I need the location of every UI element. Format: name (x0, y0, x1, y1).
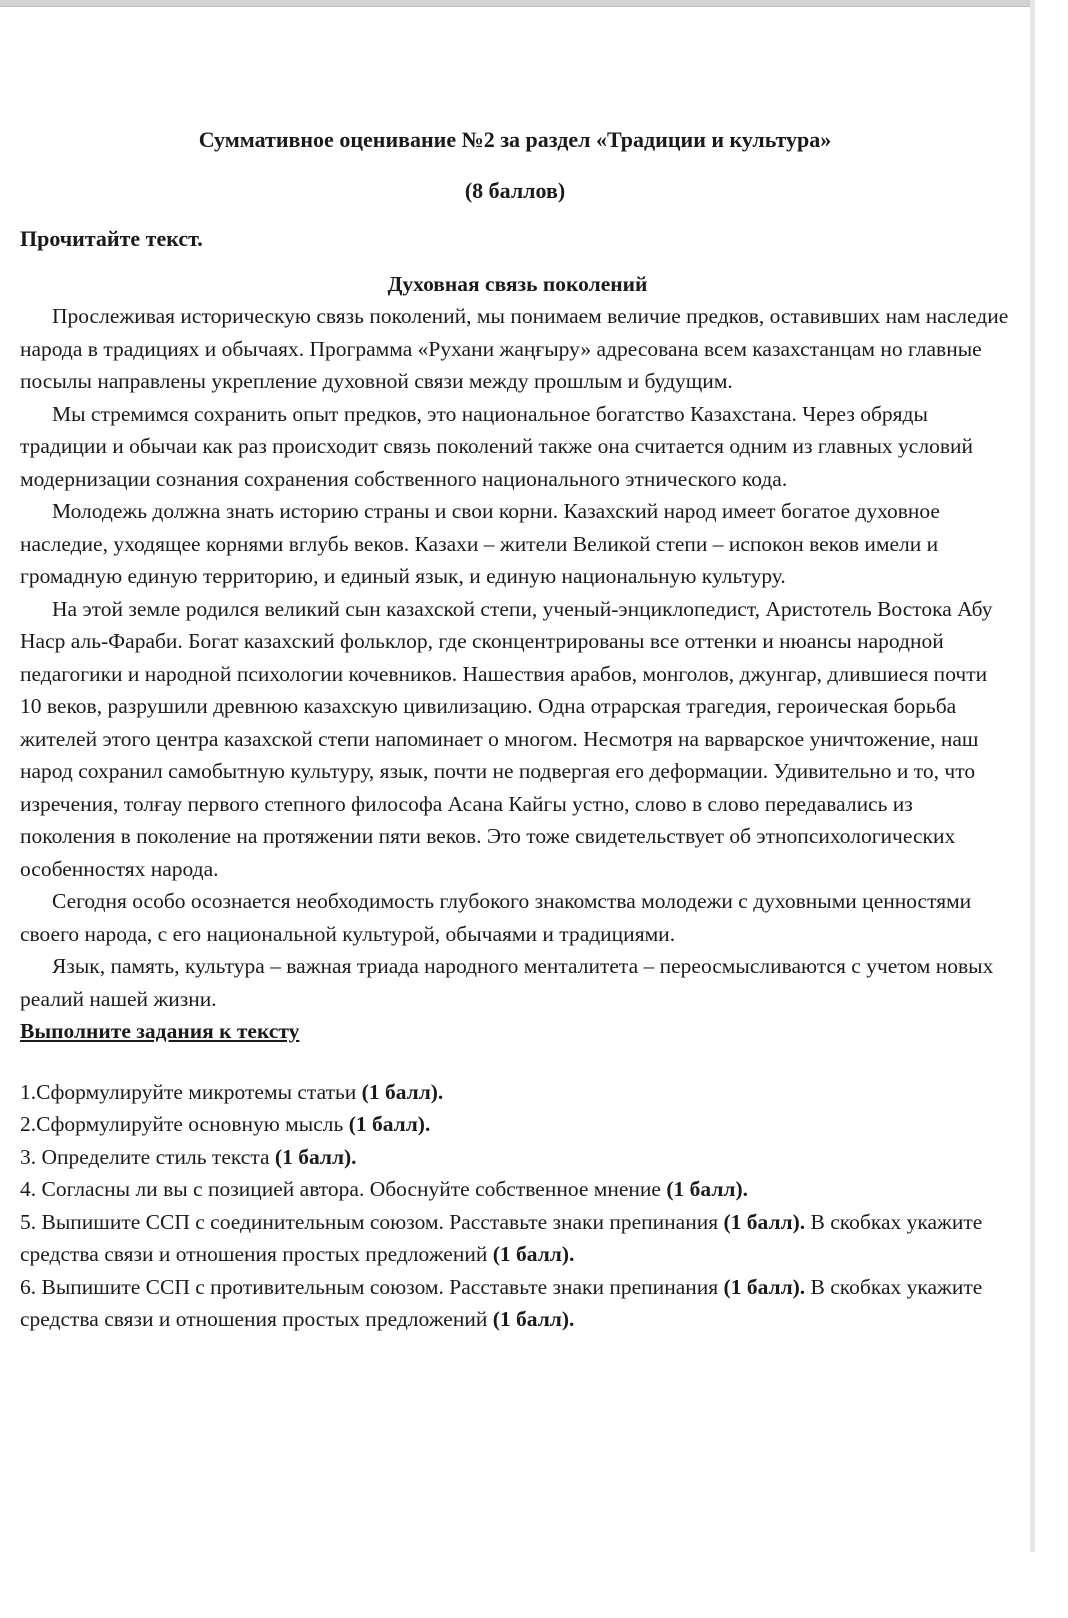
task-text: 6. Выпишите ССП с противительным союзом. Расставьте знаки препинания (20, 1274, 724, 1299)
task-text: 1.Сформулируйте микротемы статьи (20, 1079, 362, 1104)
task-text: 4. Согласны ли вы с позицией автора. Обоснуйте собственное мнение (20, 1177, 667, 1201)
task-text-continued: В скобках укажите средства связи и отношения простых предложений (20, 1209, 983, 1266)
page-right-edge (1030, 0, 1035, 1552)
task-text-continued: В скобках укажите средства связи и отношения простых предложений (20, 1274, 983, 1331)
document-score: (8 баллов) (464, 177, 566, 203)
paragraph-5: Сегодня особо осознается необходимость глубокого знакомства молодежи с духовными ценностями своего народа, с его национальной культурой, обычаями и традициями. (20, 889, 972, 946)
paragraph-4: На этой земле родился великий сын казахской степи, ученый-энциклопедист, Аристотель Востока Абу Наср аль-Фараби. Богат казахский фольклор, где сконцентрированы все оттенки и нюансы народной педагогики и народной психологии кочевников. Нашествия арабов, монголов, джунгар, длившиеся почти 10 веков, разрушили древнюю казахскую цивилизацию. Одна отрарская трагедия, героическая борьба жителей этого центра казахской степи напоминает о многом. Несмотря на варварское уничтожение, наш народ сохранил самобытную культуру, язык, почти не подвергая его деформации. Удивительно и то, что изречения, толғау первого степного философа Асана Кайгы устно, слово в слово передавались из поколения в поколение на протяжении пяти веков. Это тоже свидетельствует об этнопсихологических особенностях народа. (20, 596, 993, 881)
task-item-6 (20, 1271, 1010, 1336)
paragraph-6: Язык, память, культура – важная триада народного менталитета – переосмысливаются с учетом новых реалий нашей жизни. (20, 954, 994, 1011)
paragraph-2: Мы стремимся сохранить опыт предков, это национальное богатство Казахстана. Через обряды традиции и обычаи как раз происходит связь поколений также она считается одним из главных условий модернизации сознания сохранения собственного национального этнического кода. (20, 401, 973, 491)
task-points-second: (1 балл). (492, 1242, 575, 1266)
task-points: (1 балл). (348, 1112, 431, 1136)
task-points: (1 балл). (666, 1177, 748, 1201)
task-item-4 (20, 1173, 1010, 1206)
task-points: (1 балл). (723, 1274, 806, 1299)
task-points: (1 балл). (361, 1079, 444, 1104)
reading-instruction: Прочитайте текст. (20, 226, 203, 251)
task-text: 5. Выпишите ССП с соединительным союзом. Расставьте знаки препинания (20, 1209, 724, 1234)
text-title: Духовная связь поколений (387, 271, 648, 296)
paragraph-3: Молодежь должна знать историю страны и свои корни. Казахский народ имеет богатое духовное наследие, уходящее корнями вглубь веков. Казахи – жители Великой степи – испокон веков имели и громадную единую территорию, и единый язык, и единую национальную культуру. (20, 499, 940, 588)
paragraph-1: Прослеживая историческую связь поколений, мы понимаем величие предков, оставивших нам наследие народа в традициях и обычаях. Программа «Рухани жаңғыру» адресована всем казахстанцам но главные посылы направлены укрепление духовной связи между прошлым и будущим. (20, 304, 1009, 393)
task-text: 2.Сформулируйте основную мысль (20, 1112, 349, 1136)
task-item-3 (20, 1141, 1010, 1174)
document-title: Суммативное оценивание №2 за раздел «Традиции и культура» (198, 127, 832, 152)
page-top-border (0, 0, 1035, 7)
task-item-1 (20, 1076, 1010, 1109)
task-item-2 (20, 1108, 1010, 1141)
task-item-5 (20, 1206, 1010, 1271)
document-body (20, 124, 1010, 1336)
tasks-heading: Выполните задания к тексту (20, 1019, 300, 1043)
task-points: (1 балл). (723, 1209, 806, 1234)
task-points: (1 балл). (274, 1144, 357, 1169)
task-points-second: (1 балл). (492, 1307, 575, 1331)
task-text: 3. Определите стиль текста (20, 1144, 275, 1169)
